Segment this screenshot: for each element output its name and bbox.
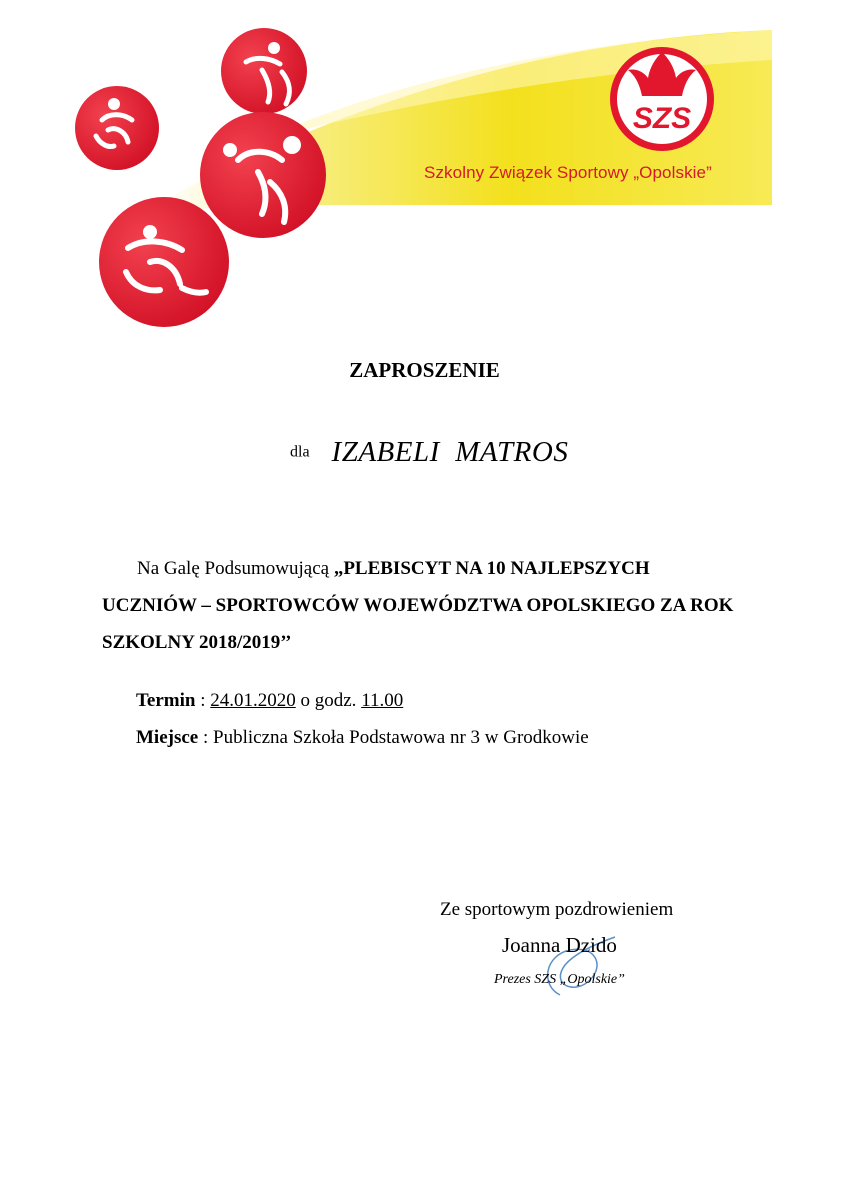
- termin-time: 11.00: [361, 690, 404, 711]
- athlete-circle-top: [221, 28, 307, 114]
- miejsce-label: Miejsce: [136, 727, 199, 748]
- athlete-circle-bottom: [99, 197, 229, 327]
- event-name: „PLEBISCYT NA 10 NAJLEPSZYCH UCZNIÓW – SPORTOWCÓW WOJEWÓDZTWA OPOLSKIEGO ZA ROK SZKOLNY 2018/2019’’: [102, 558, 734, 653]
- szs-logo: [610, 47, 714, 151]
- greeting: Ze sportowym pozdrowieniem: [440, 899, 674, 920]
- miejsce-line: Miejsce : Publiczna Szkoła Podstawowa nr 3 w Grodkowie: [136, 727, 589, 748]
- recipient-name: IZABELI MATROS: [331, 436, 569, 468]
- recipient-line: [290, 436, 568, 469]
- logo-text: SZS: [632, 102, 692, 135]
- signer-name: Joanna Dzido: [502, 933, 617, 957]
- organization-name: Szkolny Związek Sportowy „Opolskie”: [424, 163, 712, 182]
- termin-label: Termin: [136, 690, 196, 711]
- signer-role: Prezes SZS „Opolskie”: [494, 972, 625, 987]
- athlete-circle-large: [200, 112, 326, 238]
- termin-line: Termin : 24.01.2020 o godz. 11.00: [136, 690, 404, 711]
- recipient-prefix: dla: [290, 443, 310, 461]
- invitation-paragraph: [102, 550, 742, 661]
- document-title: ZAPROSZENIE: [349, 358, 500, 382]
- termin-date: 24.01.2020: [210, 690, 296, 711]
- athlete-circle-small: [75, 86, 159, 170]
- intro-plain: Na Galę Podsumowującą: [137, 558, 334, 579]
- miejsce-value: Publiczna Szkoła Podstawowa nr 3 w Grodkowie: [213, 727, 589, 748]
- termin-connector: o godz.: [300, 690, 357, 711]
